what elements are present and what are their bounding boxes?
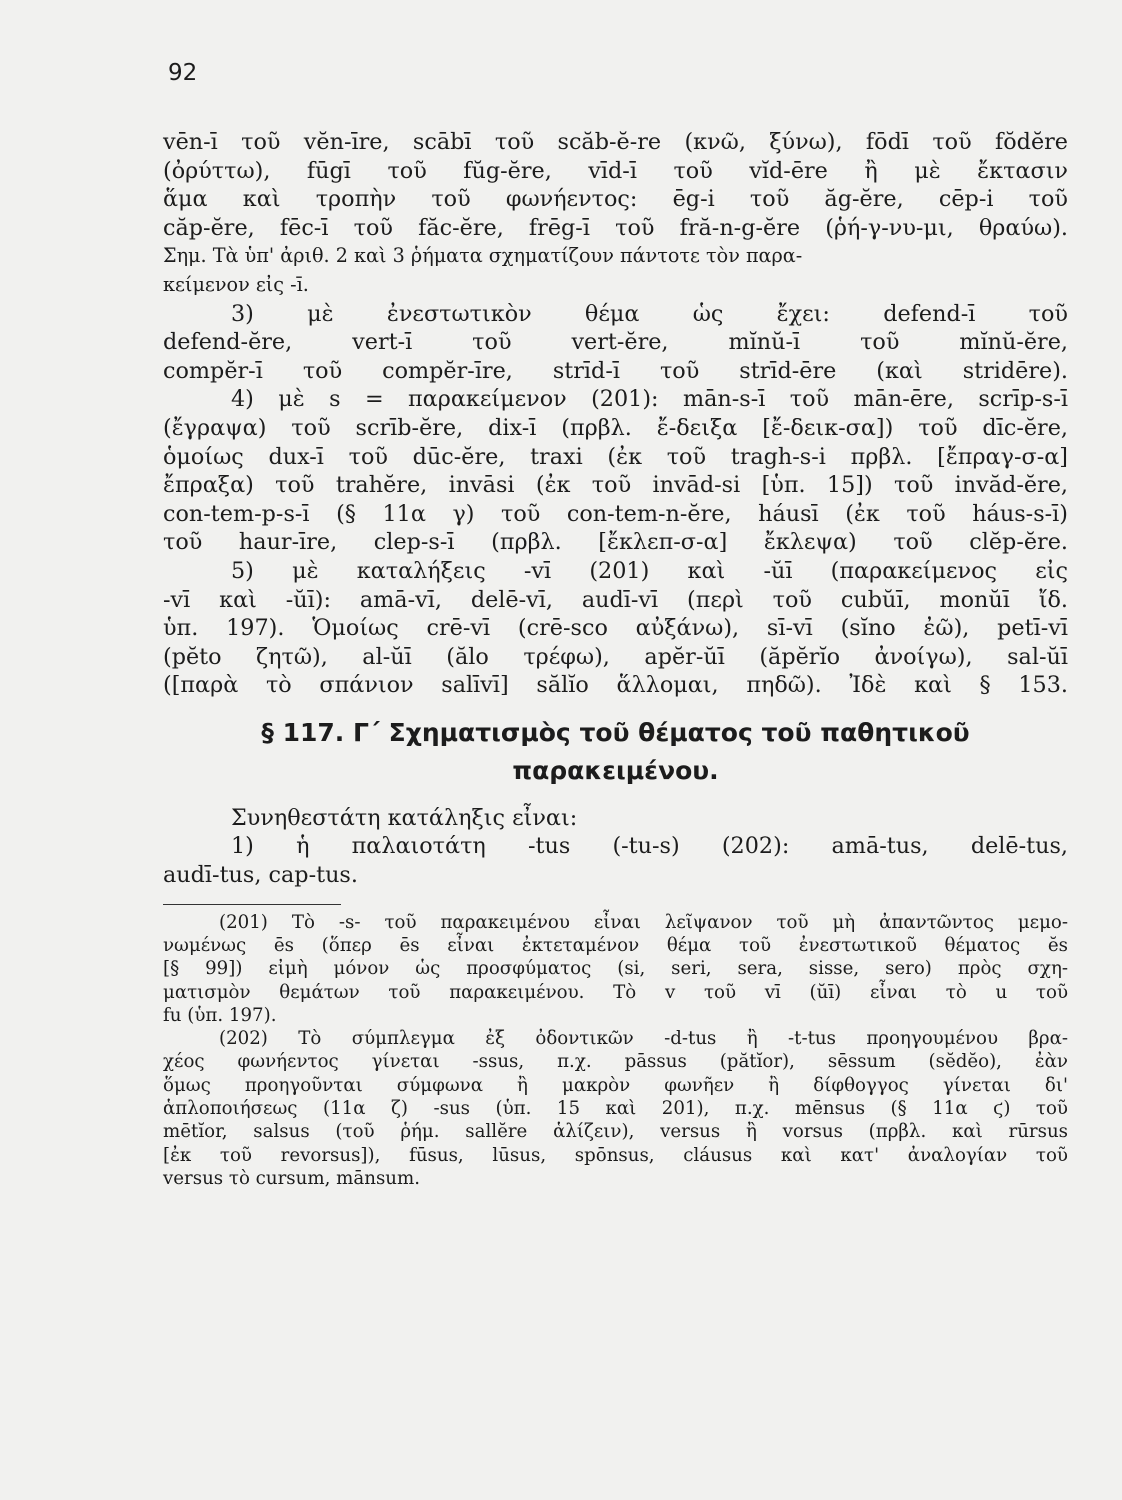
footnote-line: [§ 99]) εἰμὴ μόνον ὡς προσφύματος (si, seri, sera, sisse, sero) πρὸς σχη- (163, 958, 1068, 980)
footnotes (163, 911, 1068, 1191)
text-line: compĕr-ī τοῦ compĕr-īre, strīd-ī τοῦ strīd-ēre (καὶ stridēre). (163, 357, 1068, 384)
text-line: 1) ἡ παλαιοτάτη -tus (-tu-s) (202): amā-tus, delē-tus, (231, 833, 1068, 860)
text-line: con-tem-p-s-ī (§ 11α γ) τοῦ con-tem-n-ĕre, háusī (ἐκ τοῦ háus-s-ī) (163, 500, 1068, 527)
text-line: 4) μὲ s = παρακείμενον (201): mān-s-ī τοῦ mān-ēre, scrīp-s-ī (231, 386, 1068, 413)
text-line: defend-ĕre, vert-ī τοῦ vert-ĕre, mĭnŭ-ī τοῦ mĭnŭ-ĕre, (163, 329, 1068, 356)
footnote-line: (202) Τὸ σύμπλεγμα ἐξ ὀδοντικῶν -d-tus ἢ -t-tus προηγουμένου βρα- (219, 1028, 1068, 1050)
section-heading-continued: παρακειμένου. (512, 755, 719, 785)
text-line: (pĕto ζητῶ), al-ŭī (ălo τρέφω), apĕr-ŭī (ăpĕrĭo ἀνοίγω), sal-ŭī (163, 643, 1068, 670)
footnote-line: mētĭor, salsus (τοῦ ῥήμ. sallĕre ἁλίζειν), versus ἢ vorsus (πρβλ. καὶ rūrsus (163, 1121, 1068, 1143)
footnote-line: ματισμὸν θεμάτων τοῦ παρακειμένου. Τὸ v τοῦ vī (ŭī) εἶναι τὸ u τοῦ (163, 981, 1068, 1003)
footnote-line: versus τὸ cursum, mānsum. (163, 1167, 421, 1189)
text-line: (ἔγραψα) τοῦ scrīb-ĕre, dix-ī (πρβλ. ἔ-δειξα [ἔ-δεικ-σα]) τοῦ dīc-ĕre, (163, 414, 1068, 441)
text-line: (ὀρύττω), fūgī τοῦ fŭg-ĕre, vīd-ī τοῦ vĭd-ēre ἢ μὲ ἔκτασιν (163, 157, 1068, 184)
text-line: audī-tus, cap-tus. (163, 862, 358, 889)
footnote-line: ὅμως προηγοῦνται σύμφωνα ἢ μακρὸν φωνῆεν ἢ δίφθογγος γίνεται δι' (163, 1074, 1068, 1096)
footnote-line: fu (ὑπ. 197). (163, 1004, 277, 1026)
text-line: ὁμοίως dux-ī τοῦ dūc-ĕre, traxi (ἐκ τοῦ tragh-s-i πρβλ. [ἔπραγ-σ-α] (163, 443, 1068, 470)
text-line: 5) μὲ καταλήξεις -vī (201) καὶ -ŭī (παρακείμενος εἰς (231, 557, 1068, 584)
text-line: τοῦ haur-īre, clep-s-ī (πρβλ. [ἔκλεπ-σ-α] ἔκλεψα) τοῦ clĕp-ĕre. (163, 529, 1068, 556)
text-line: 3) μὲ ἐνεστωτικὸν θέμα ὡς ἔχει: defend-ī τοῦ (231, 300, 1068, 327)
text-line: ὑπ. 197). Ὁμοίως crē-vī (crē-sco αὐξάνω), sī-vī (sĭno ἐῶ), petī-vī (163, 615, 1068, 642)
page-body (163, 128, 1068, 1190)
text-line: Συνηθεστάτη κατάληξις εἶναι: (231, 804, 578, 831)
page-number: 92 (168, 60, 198, 86)
note-line: κείμενον εἰς -ī. (163, 272, 309, 296)
text-line: vēn-ī τοῦ vĕn-īre, scābī τοῦ scăb-ĕ-re (κνῶ, ξύνω), fōdī τοῦ fŏdĕre (163, 129, 1068, 155)
footnote-line: ἁπλοποιήσεως (11α ζ) -sus (ὑπ. 15 καὶ 201), π.χ. mēnsus (§ 11α ϛ) τοῦ (163, 1098, 1068, 1120)
footnote-rule (163, 904, 341, 905)
text-line: -vī καὶ -ŭī): amā-vī, delē-vī, audī-vī (περὶ τοῦ cubŭī, monŭī ἴδ. (163, 586, 1068, 613)
text-line: ([παρὰ τὸ σπάνιον salīvī] sălĭo ἅλλομαι, πηδῶ). Ἰδὲ καὶ § 153. (163, 672, 1068, 699)
footnote-line: (201) Τὸ -s- τοῦ παρακειμένου εἶναι λεῖψανον τοῦ μὴ ἀπαντῶντος μεμο- (219, 911, 1068, 933)
text-line: ἔπραξα) τοῦ trahĕre, invāsi (ἐκ τοῦ invād-si [ὑπ. 15]) τοῦ invăd-ĕre, (163, 472, 1068, 499)
note-line: Σημ. Τὰ ὑπ' ἀριθ. 2 καὶ 3 ῥήματα σχηματίζουν πάντοτε τὸν παρα- (163, 244, 803, 268)
footnote-line: [ἐκ τοῦ revorsus]), fūsus, lūsus, spōnsus, cláusus καὶ κατ' ἀναλογίαν τοῦ (163, 1144, 1068, 1166)
footnote-line: χέος φωνήεντος γίνεται -ssus, π.χ. pāssus (pătĭor), sēssum (sĕdĕo), ἐὰν (163, 1051, 1068, 1073)
text-line: căp-ĕre, fēc-ī τοῦ făc-ĕre, frēg-ī τοῦ fră-n-g-ĕre (ῥή-γ-νυ-μι, θραύω). (163, 214, 1068, 241)
text-line: ἅμα καὶ τροπὴν τοῦ φωνήεντος: ēg-i τοῦ ăg-ĕre, cēp-i τοῦ (163, 186, 1068, 213)
footnote-line: νωμένως ēs (ὅπερ ēs εἶναι ἐκτεταμένον θέμα τοῦ ἐνεστωτικοῦ θέματος ĕs (163, 934, 1068, 956)
section-heading: § 117. Γ΄ Σχηματισμὸς τοῦ θέματος τοῦ παθητικοῦ (261, 717, 970, 747)
